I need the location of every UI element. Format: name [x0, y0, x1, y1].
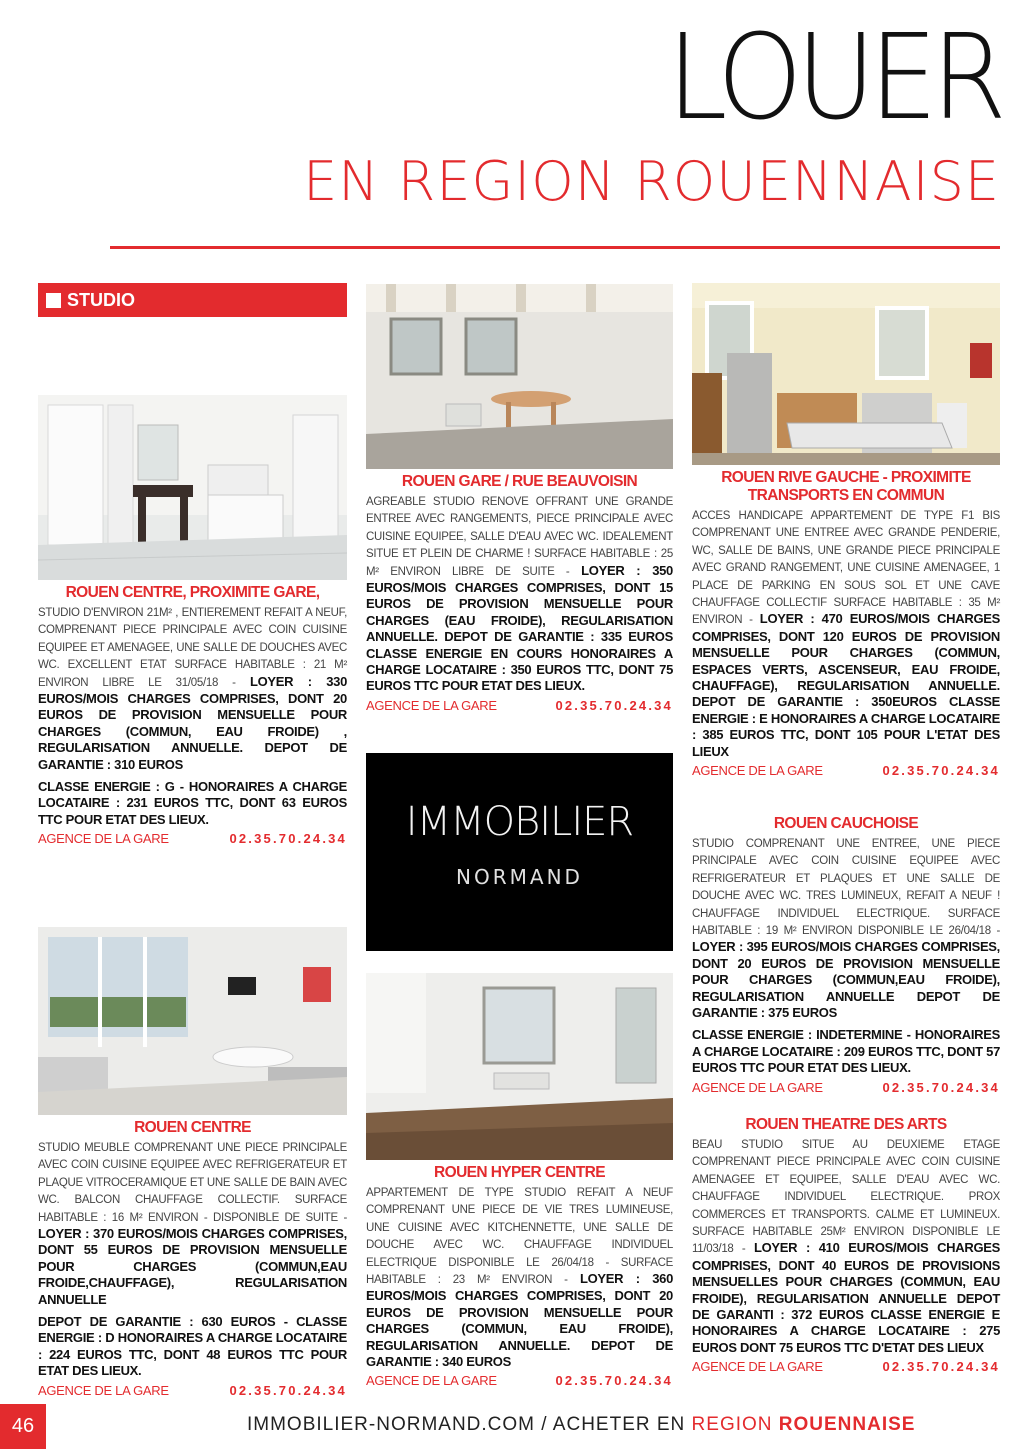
- footer-action: ACHETER EN: [552, 1414, 692, 1435]
- listing-title: ROUEN THEATRE DES ARTS: [745, 1116, 947, 1133]
- listing-description: STUDIO COMPRENANT UNE ENTREE, UNE PIECE PRINCIPALE AVEC COIN CUISINE EQUIPEE AVEC REFRIGERATEUR ET PLAQUES ET UNE SALLE DE DOUCHE AVEC WC. TRES LUMINEUX, REFAIT A NEUF ! CHAUFFAGE INDIVIDUEL ELECTRIQUE. SURFACE HABITABLE : 19 M² ENVIRON DISPONIBLE LE 26/04/18 - LOYER : 395 EUROS/MOIS CHARGES COMPRISES, DONT 20 EUROS DE PROVISION MENSUELLE POUR CHARGES (COMMUN,EAU FROIDE), REGULARISATION ANNUELLE DEPOT DE GARANTIE : 375 EUROS CLASSE ENERGIE : INDETERMINE - HONORAIRES A CHARGE LOCATAIRE : 209 EUROS TTC, DONT 57 EUROS TTC POUR ETAT DES LIEUX.: [692, 838, 1000, 1076]
- listing-card: [692, 1112, 1000, 1374]
- listing-card: [692, 283, 1000, 778]
- listing-title: ROUEN GARE / RUE BEAUVOISIN: [401, 473, 638, 490]
- listing-photo: [38, 927, 347, 1115]
- agency-name: AGENCE DE LA GARE: [38, 831, 169, 847]
- listing-description: AGREABLE STUDIO RENOVE OFFRANT UNE GRANDE ENTREE AVEC RANGEMENTS, PIECE PRINCIPALE AVEC CUISINE EQUIPEE, SALLE D'EAU AVEC WC. IDEALEMENT SITUE ET PLEIN DE CHARME ! SURFACE HABITABLE : 25 M² ENVIRON LIBRE DE SUITE - LOYER : 350 EUROS/MOIS CHARGES COMPRISES, DONT 15 EUROS DE PROVISION MENSUELLE POUR CHARGES (EAU FROIDE), REGULARISATION ANNUELLE. DEPOT DE GARANTIE : 335 EUROS CLASSE ENERGIE EN COURS HONORAIRES A CHARGE LOCATAIRE : 350 EUROS TTC, DONT 75 EUROS TTC POUR ETAT DES LIEUX.: [366, 496, 673, 694]
- phone-number: 02.35.70.24.34: [229, 1382, 347, 1398]
- listing-title: ROUEN RIVE GAUCHE - PROXIMITE TRANSPORTS EN COMMUN: [721, 469, 971, 504]
- listing-title: ROUEN CAUCHOISE: [773, 815, 919, 832]
- square-icon: [46, 293, 61, 308]
- brand-logo: [366, 753, 673, 951]
- listing-card: [38, 927, 347, 1398]
- page-number: 46: [0, 1404, 46, 1449]
- listing-contact: [38, 1383, 347, 1398]
- listing-title: ROUEN CENTRE: [134, 1119, 251, 1136]
- page-subtitle: EN REGION ROUENNAISE: [303, 150, 1000, 213]
- listing-photo: [366, 973, 673, 1160]
- agency-name: AGENCE DE LA GARE: [692, 763, 823, 779]
- title-divider: [110, 246, 1000, 249]
- listing-description: STUDIO MEUBLE COMPRENANT UNE PIECE PRINCIPALE AVEC COIN CUISINE EQUIPEE AVEC REFRIGERATEUR ET PLAQUE VITROCERAMIQUE ET UNE SALLE DE BAIN AVEC WC. BALCON CHAUFFAGE COLLECTIF. SURFACE HABITABLE : 16 M² ENVIRON - DISPONIBLE DE SUITE - LOYER : 370 EUROS/MOIS CHARGES COMPRISES, DONT 55 EUROS DE PROVISION MENSUELLE POUR CHARGES (COMMUN,EAU FROIDE,CHAUFFAGE), REGULARISATION ANNUELLE DEPOT DE GARANTIE : 630 EUROS - CLASSE ENERGIE : D HONORAIRES A CHARGE LOCATAIRE : 224 EUROS TTC, DONT 48 EUROS TTC POUR ETAT DES LIEUX.: [38, 1142, 347, 1379]
- footer-region-name: ROUENNAISE: [778, 1414, 916, 1435]
- phone-number: 02.35.70.24.34: [229, 831, 347, 847]
- listing-contact: [366, 698, 673, 713]
- phone-number: 02.35.70.24.34: [555, 697, 673, 713]
- agency-name: AGENCE DE LA GARE: [38, 1382, 169, 1398]
- listing-photo: [366, 284, 673, 469]
- listing-description: ACCES HANDICAPE APPARTEMENT DE TYPE F1 BIS COMPRENANT UNE ENTREE AVEC GRANDE PENDERIE, WC, SALLE DE BAINS, UNE GRANDE PIECE PRINCIPALE AVEC GRAND RANGEMENT, UNE CUISINE AMENAGEE, 1 PLACE DE PARKING EN SOUS SOL ET UNE CAVE CHAUFFAGE COLLECTIF SURFACE HABITABLE : 35 M² ENVIRON - LOYER : 470 EUROS/MOIS CHARGES COMPRISES, DONT 120 EUROS DE PROVISION MENSUELLE POUR CHARGES (COMMUN, ESPACES VERTS, ASCENSEUR, EAU FROIDE, CHAUFFAGE), REGULARISATION ANNUELLE. DEPOT DE GARANTIE : 350EUROS CLASSE ENERGIE : E HONORAIRES A CHARGE LOCATAIRE : 385 EUROS TTC, DONT 105 POUR L'ETAT DES LIEUX: [692, 510, 1000, 759]
- listing-contact: [692, 763, 1000, 778]
- listing-card: [692, 811, 1000, 1095]
- phone-number: 02.35.70.24.34: [555, 1373, 673, 1389]
- agency-name: AGENCE DE LA GARE: [692, 1079, 823, 1095]
- listing-contact: [692, 1080, 1000, 1095]
- agency-name: AGENCE DE LA GARE: [692, 1359, 823, 1375]
- phone-number: 02.35.70.24.34: [882, 1079, 1000, 1095]
- logo-wordmark: IMMOBILIER: [405, 799, 634, 845]
- listing-photo: [38, 395, 347, 580]
- agency-name: AGENCE DE LA GARE: [366, 1373, 497, 1389]
- listing-contact: [38, 831, 347, 846]
- page-title: LOUER: [666, 8, 1000, 146]
- listing-title: ROUEN CENTRE, PROXIMITE GARE,: [65, 584, 320, 601]
- listing-card: [366, 973, 673, 1388]
- footer-region-word: REGION: [691, 1414, 779, 1435]
- section-header-studio: [38, 283, 347, 317]
- listing-contact: [366, 1373, 673, 1388]
- page-footer: [247, 1414, 915, 1436]
- listing-contact: [692, 1359, 1000, 1374]
- listing-card: [366, 284, 673, 713]
- agency-name: AGENCE DE LA GARE: [366, 697, 497, 713]
- listing-description: BEAU STUDIO SITUE AU DEUXIEME ETAGE COMPRENANT PIECE PRINCIPALE AVEC COIN CUISINE AMENAGEE ET EQUIPEE, SALLE D'EAU AVEC WC. CHAUFFAGE INDIVIDUEL ELECTRIQUE. PROX COMMERCES ET TRANSPORTS. CALME ET LUMINEUX. SURFACE HABITABLE 25M² ENVIRON DISPONIBLE LE 11/03/18 - LOYER : 410 EUROS/MOIS CHARGES COMPRISES, DONT 40 EUROS DE PROVISIONS MENSUELLES POUR CHARGES (COMMUN, EAU FROIDE), REGULARISATION ANNUELLE DEPOT DE GARANTI : 372 EUROS CLASSE ENERGIE E HONORAIRES A CHARGE LOCATAIRE : 275 EUROS DONT 75 EUROS TTC D'ETAT DES LIEUX: [692, 1139, 1000, 1355]
- listing-card: [38, 395, 347, 846]
- footer-site: IMMOBILIER-NORMAND.COM: [247, 1414, 535, 1435]
- listing-description: STUDIO D'ENVIRON 21M² , ENTIEREMENT REFAIT A NEUF, COMPRENANT PIECE PRINCIPALE AVEC COIN CUISINE EQUIPEE ET AMENAGEE, UNE SALLE DE DOUCHES AVEC WC. EXCELLENT ETAT SURFACE HABITABLE : 21 M² ENVIRON LIBRE LE 31/05/18 - LOYER : 330 EUROS/MOIS CHARGES COMPRISES, DONT 20 EUROS DE PROVISION MENSUELLE POUR CHARGES (COMMUN, EAU FROIDE) , REGULARISATION ANNUELLE. DEPOT DE GARANTIE : 310 EUROS CLASSE ENERGIE : G - HONORAIRES A CHARGE LOCATAIRE : 231 EUROS TTC, DONT 63 EUROS TTC POUR ETAT DES LIEUX.: [38, 607, 347, 827]
- phone-number: 02.35.70.24.34: [882, 763, 1000, 779]
- listing-description: APPARTEMENT DE TYPE STUDIO REFAIT A NEUF COMPRENANT UNE PIECE DE VIE TRES LUMINEUSE, UNE CUISINE AVEC KITCHENNETTE, UNE SALLE DE DOUCHE AVEC WC. CHAUFFAGE INDIVIDUEL ELECTRIQUE DISPONIBLE LE 26/04/18 - SURFACE HABITABLE : 23 M² ENVIRON - LOYER : 360 EUROS/MOIS CHARGES COMPRISES, DONT 20 EUROS DE PROVISION MENSUELLE POUR CHARGES (COMMUN, EAU FROIDE), REGULARISATION ANNUELLE. DEPOT DE GARANTIE : 340 EUROS: [366, 1187, 673, 1370]
- logo-subline: NORMAND: [456, 865, 583, 889]
- listing-title: ROUEN HYPER CENTRE: [434, 1164, 605, 1181]
- phone-number: 02.35.70.24.34: [882, 1359, 1000, 1375]
- listing-photo: [692, 283, 1000, 465]
- footer-separator: /: [535, 1414, 553, 1435]
- section-label: STUDIO: [67, 290, 136, 310]
